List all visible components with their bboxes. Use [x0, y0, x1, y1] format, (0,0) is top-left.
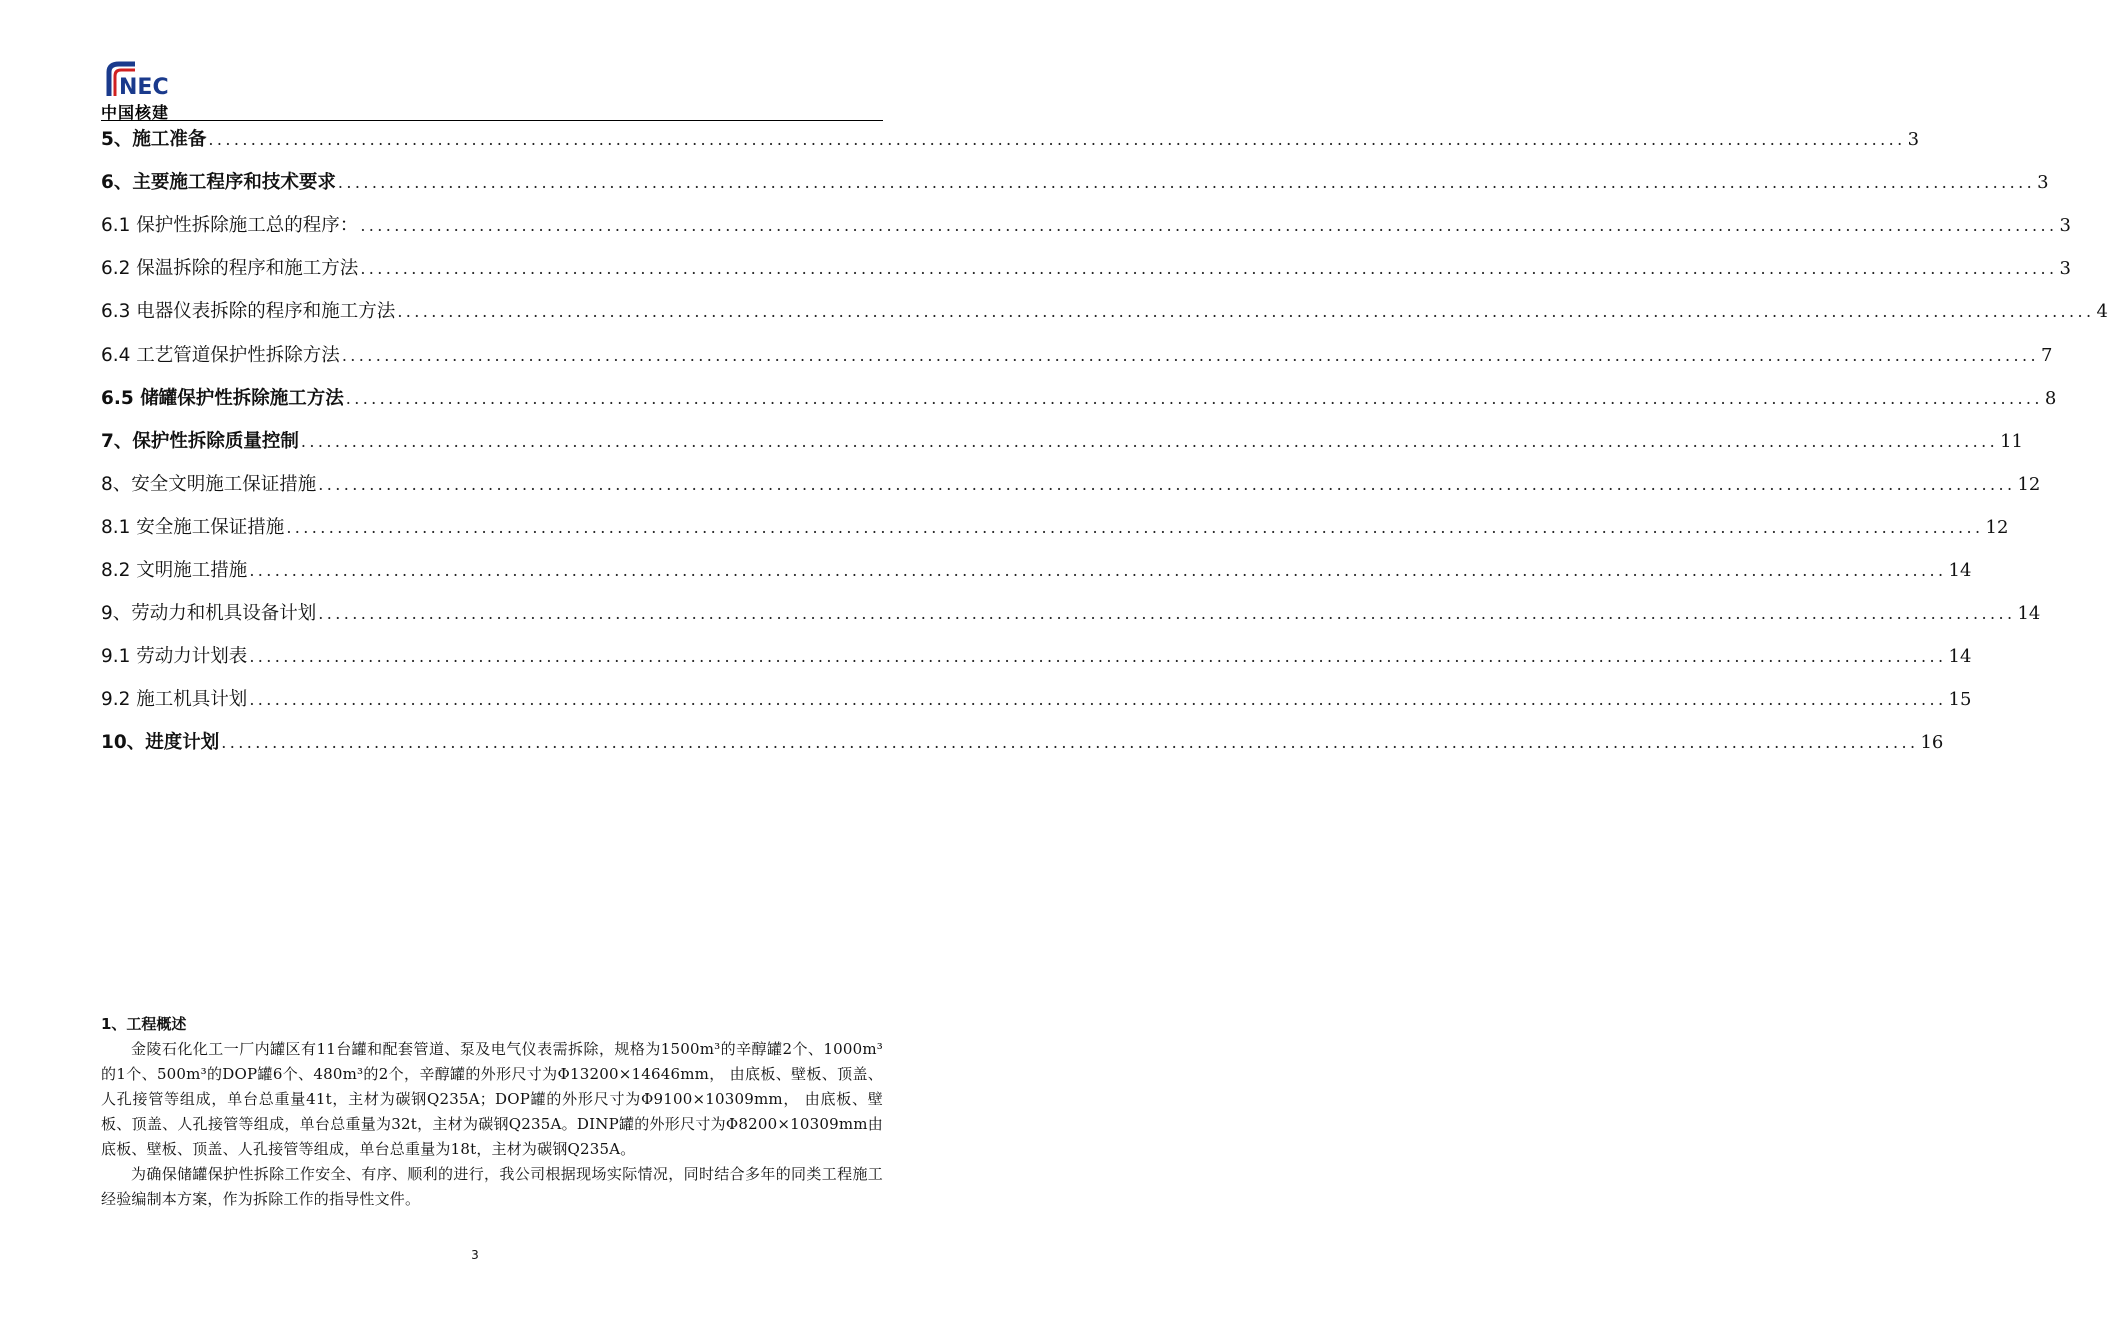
toc-entry[interactable]	[101, 159, 2049, 195]
toc-entry-page: 3	[1907, 129, 1920, 150]
section-heading: 1、工程概述	[101, 1015, 187, 1033]
toc-leader-dots: ........................................................................................................................................................................................................	[345, 388, 2043, 408]
toc-entry-page: 3	[2059, 215, 2071, 237]
toc-entry[interactable]	[101, 590, 2041, 626]
toc-leader-dots: ........................................................................................................................................................................................................	[300, 431, 1999, 451]
toc-entry-title: 7、保护性拆除质量控制	[101, 430, 299, 452]
toc-leader-dots: ........................................................................................................................................................................................................	[249, 690, 1947, 710]
logo-chinese-name: 中国核建	[101, 103, 170, 122]
paragraph: 金陵石化化工一厂内罐区有11台罐和配套管道、泵及电气仪表需拆除，规格为1500m³的辛醇罐2个、1000m³的1个、500m³的DOP罐6个、480m³的2个，辛醇罐的外形尺寸为Φ13200×14646mm， 由底板、壁板、顶盖、人孔接管等组成，单台总重量41t，主材为碳钢Q235A；DOP罐的外形尺寸为Φ9100×10309mm， 由底板、壁板、顶盖、人孔接管等组成，单台总重量为32t，主材为碳钢Q235A。DINP罐的外形尺寸为Φ8200×10309mm由底板、壁板、顶盖、人孔接管等组成，单台总重量为18t，主材为碳钢Q235A。	[101, 1040, 883, 1158]
toc-entry[interactable]	[101, 719, 1944, 755]
paragraph: 为确保储罐保护性拆除工作安全、有序、顺利的进行，我公司根据现场实际情况，同时结合多年的同类工程施工经验编制本方案，作为拆除工作的指导性文件。	[101, 1165, 883, 1208]
toc-entry-page: 14	[2017, 603, 2041, 625]
toc-entry-title: 5、施工准备	[101, 129, 207, 150]
toc-entry[interactable]	[101, 332, 2053, 368]
toc-entry[interactable]	[101, 461, 2041, 497]
toc-entry[interactable]	[101, 116, 1920, 152]
toc-entry[interactable]	[101, 375, 2057, 411]
toc-entry-page: 3	[2059, 258, 2071, 280]
toc-entry[interactable]	[101, 504, 2009, 540]
logo-text: NEC	[119, 75, 169, 100]
toc-entry-page: 12	[2017, 473, 2041, 495]
toc-entry[interactable]	[101, 547, 1972, 583]
toc-entry-page: 15	[1948, 689, 1972, 711]
cnec-logo-icon	[105, 62, 175, 100]
toc-entry-title: 8.2 文明施工措施	[101, 560, 248, 581]
toc-entry-title: 6、主要施工程序和技术要求	[101, 172, 336, 194]
toc-entry-title: 8、安全文明施工保证措施	[101, 473, 317, 495]
toc-leader-dots: ........................................................................................................................................................................................................	[360, 216, 2058, 236]
toc-entry[interactable]	[101, 202, 2071, 238]
toc-entry[interactable]	[101, 676, 1972, 712]
toc-entry-title: 9.1 劳动力计划表	[101, 646, 248, 668]
toc-leader-dots: ........................................................................................................................................................................................................	[360, 259, 2058, 279]
toc-entry-title: 6.3 电器仪表拆除的程序和施工方法	[101, 301, 396, 323]
toc-leader-dots: ........................................................................................................................................................................................................	[341, 345, 2039, 365]
toc-entry-title: 10、进度计划	[101, 732, 220, 754]
toc-entry-page: 8	[2044, 387, 2057, 409]
toc-entry-page: 11	[2000, 430, 2023, 452]
toc-entry-page: 16	[1920, 732, 1944, 754]
toc-entry-page: 14	[1948, 646, 1972, 668]
toc-entry-page: 4	[2096, 301, 2108, 323]
toc-leader-dots: ........................................................................................................................................................................................................	[318, 474, 2016, 494]
toc-entry-title: 8.1 安全施工保证措施	[101, 516, 285, 538]
toc-entry[interactable]	[101, 633, 1972, 669]
toc-leader-dots: ........................................................................................................................................................................................................	[249, 647, 1947, 667]
toc-entry-title: 6.5 储罐保护性拆除施工方法	[101, 387, 344, 409]
toc-leader-dots: ........................................................................................................................................................................................................	[337, 173, 2036, 193]
toc-leader-dots: ........................................................................................................................................................................................................	[208, 130, 1906, 149]
section-overview	[101, 1012, 883, 1212]
toc-entry-page: 3	[2037, 172, 2049, 194]
company-logo	[101, 62, 191, 120]
toc-entry-title: 6.4 工艺管道保护性拆除方法	[101, 344, 340, 366]
toc-entry[interactable]	[101, 288, 2108, 324]
toc-entry-title: 9、劳动力和机具设备计划	[101, 603, 317, 625]
toc-leader-dots: ........................................................................................................................................................................................................	[397, 302, 2095, 322]
toc-leader-dots: ........................................................................................................................................................................................................	[286, 517, 1984, 537]
toc-entry-page: 14	[1948, 560, 1972, 581]
toc-leader-dots: ........................................................................................................................................................................................................	[249, 561, 1947, 580]
toc-leader-dots: ........................................................................................................................................................................................................	[318, 604, 2016, 624]
toc-entry-title: 6.2 保温拆除的程序和施工方法	[101, 258, 359, 280]
toc-entry[interactable]	[101, 245, 2071, 281]
toc-entry-page: 12	[1985, 516, 2009, 538]
page-number: 3	[471, 1248, 479, 1262]
toc-entry-page: 7	[2041, 344, 2053, 366]
toc-leader-dots: ........................................................................................................................................................................................................	[221, 733, 1919, 753]
toc-entry[interactable]	[101, 418, 2023, 454]
toc-entry-title: 9.2 施工机具计划	[101, 689, 248, 711]
toc-entry-title: 6.1 保护性拆除施工总的程序：	[101, 215, 359, 237]
